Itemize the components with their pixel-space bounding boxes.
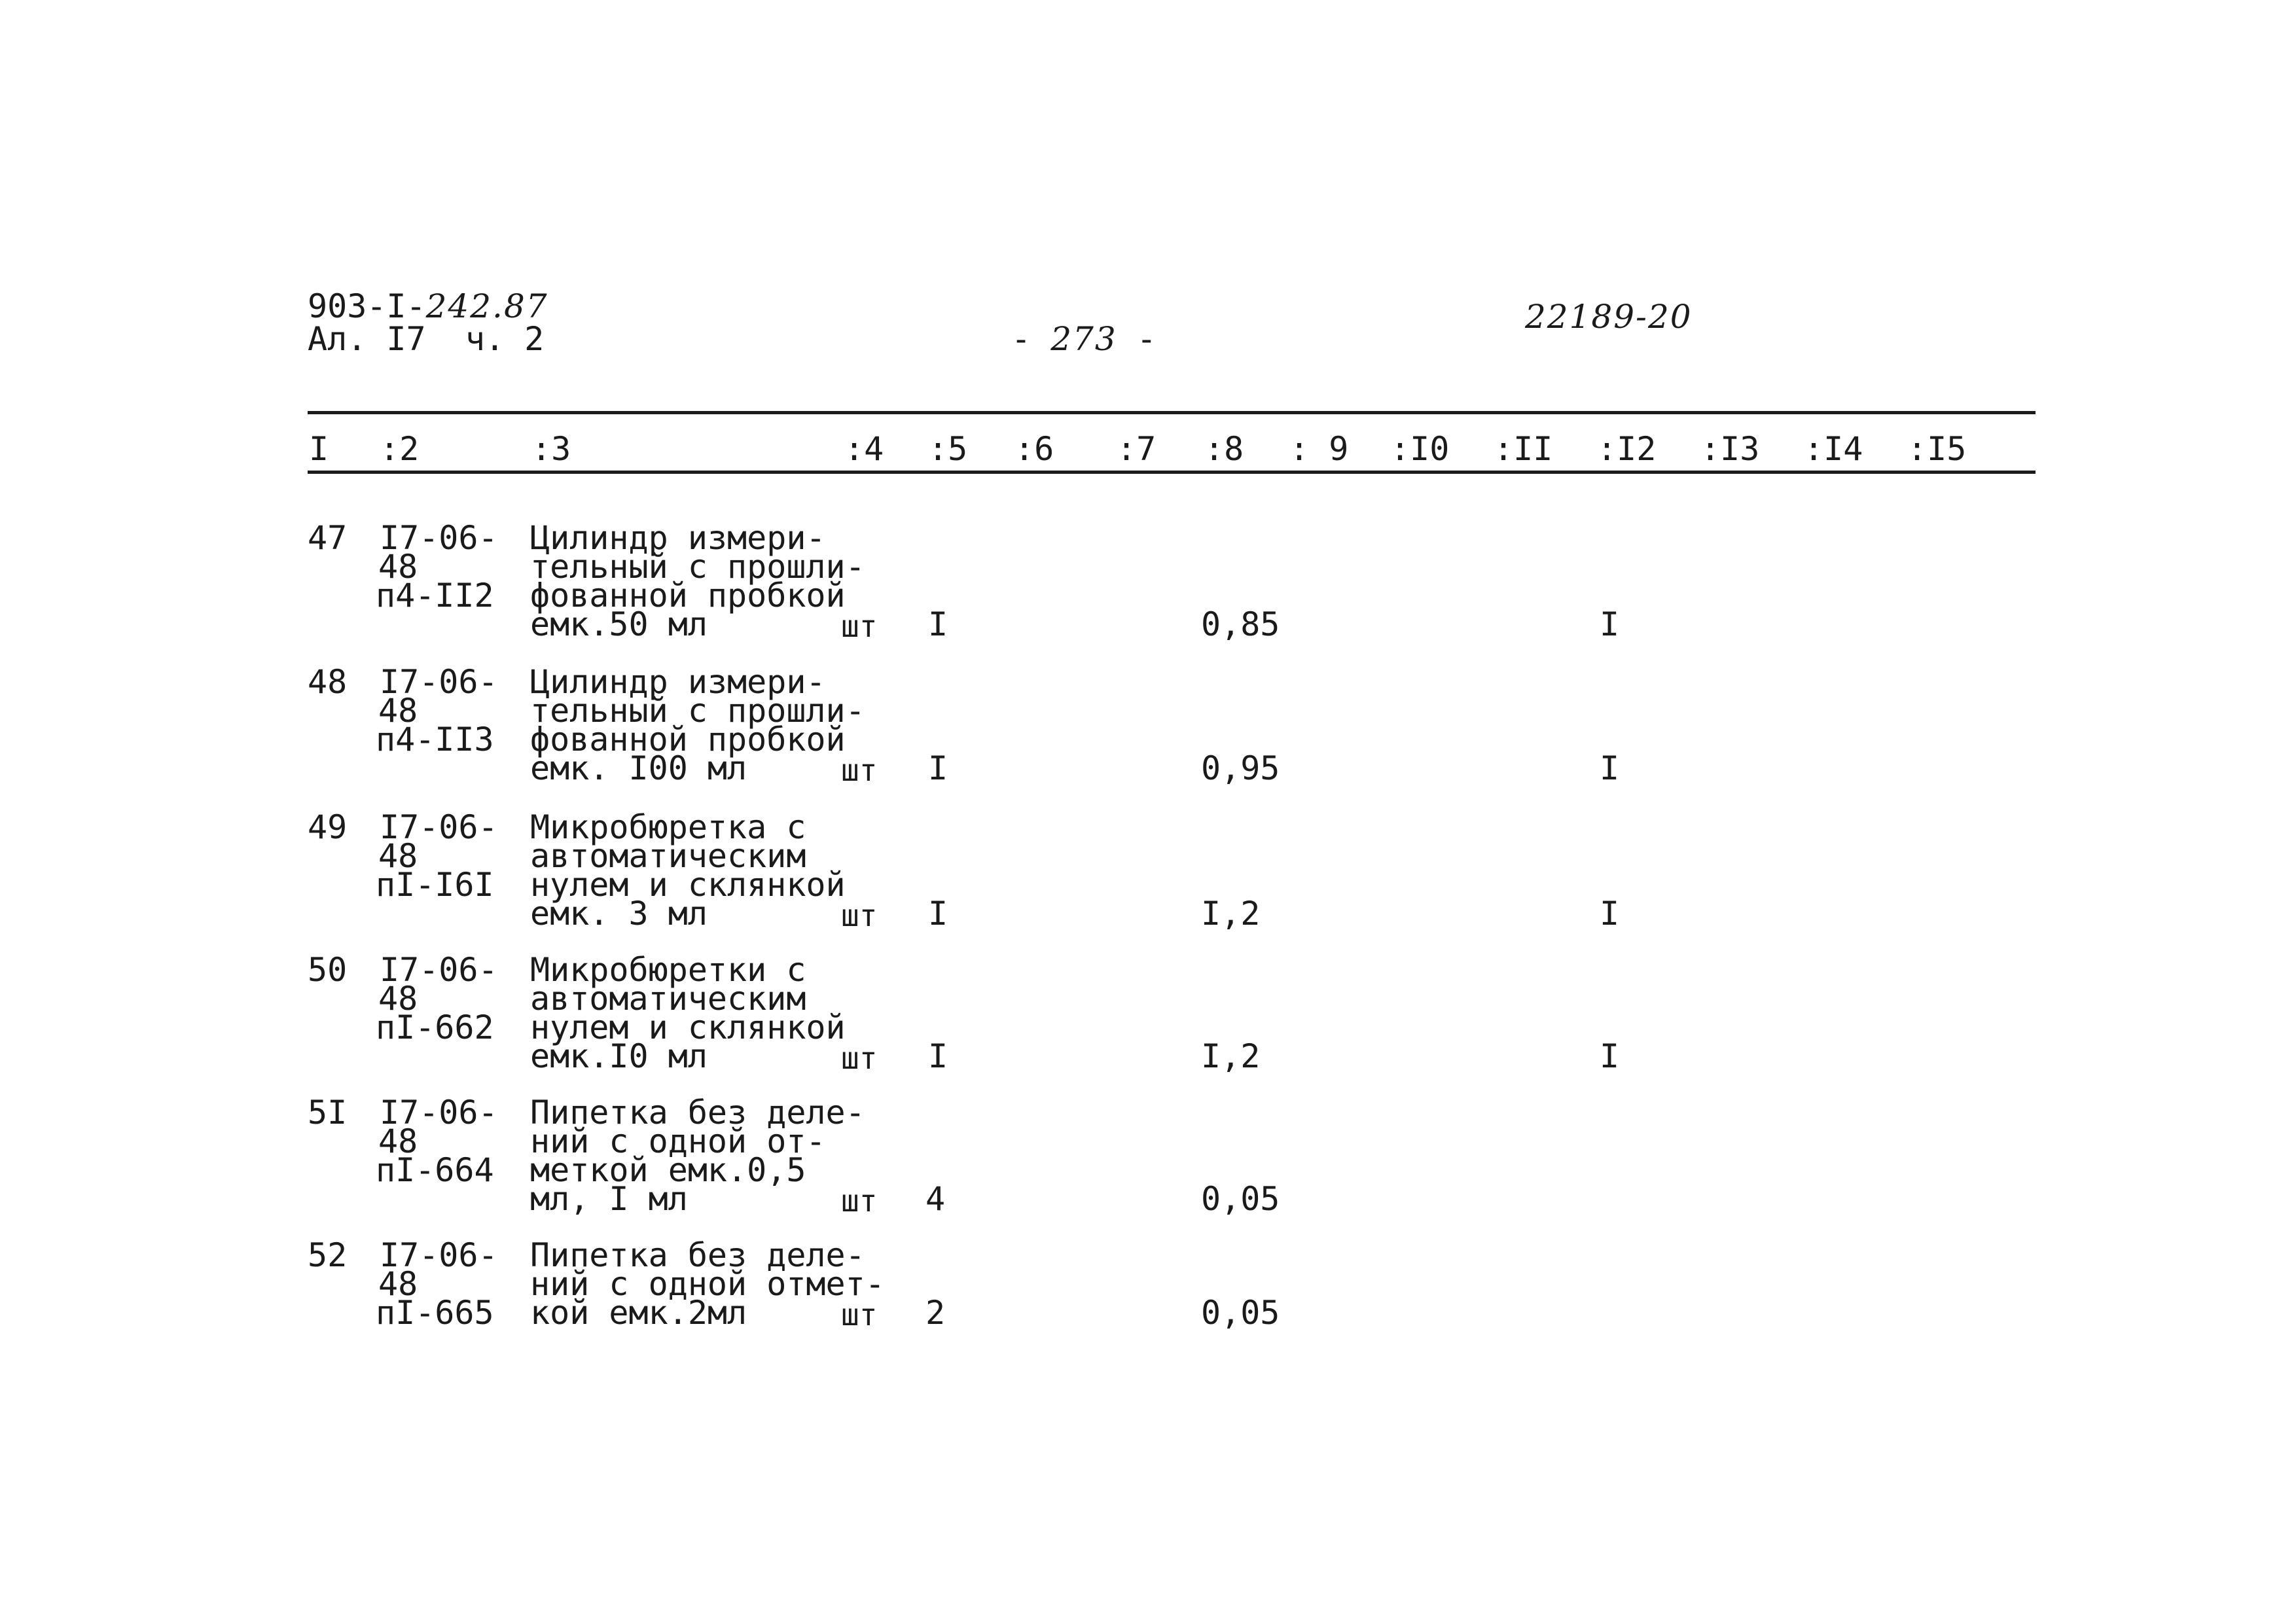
item-code-line: 48 xyxy=(378,837,418,875)
description-line: Цилиндр измери- xyxy=(530,519,826,557)
item-code-line: 48 xyxy=(378,548,418,586)
description-line: мл, I мл xyxy=(530,1180,688,1218)
quantity: 2 xyxy=(925,1294,946,1332)
item-code-line: I7-06- xyxy=(380,1236,498,1274)
description-line: автоматическим xyxy=(530,980,806,1018)
item-code-line: пI-665 xyxy=(376,1294,494,1332)
unit: шт xyxy=(841,1041,878,1076)
column-header: :I3 xyxy=(1700,430,1760,468)
item-code-line: п4-II3 xyxy=(376,721,494,758)
item-code-line: п4-II2 xyxy=(376,577,494,615)
description-line: тельный с прошли- xyxy=(530,548,865,586)
column-header: :6 xyxy=(1014,430,1054,468)
row-number: 48 xyxy=(308,663,348,701)
description-line: нулем и склянкой xyxy=(530,1008,846,1046)
quantity: I xyxy=(928,895,948,933)
description-line: нулем и склянкой xyxy=(530,866,846,904)
column-12-value: I xyxy=(1600,749,1620,787)
description-line: фованной пробкой xyxy=(530,721,846,758)
table-header-rule xyxy=(308,471,2036,474)
unit: шт xyxy=(841,609,878,644)
description-line: Микробюретка с xyxy=(530,808,806,846)
description-line: Пипетка без деле- xyxy=(530,1094,865,1132)
item-code-line: I7-06- xyxy=(380,519,498,557)
column-header: :3 xyxy=(531,430,571,468)
item-code-line: I7-06- xyxy=(380,1094,498,1132)
column-8-value: I,2 xyxy=(1201,1037,1261,1075)
quantity: I xyxy=(928,1037,948,1075)
column-8-value: 0,95 xyxy=(1201,749,1280,787)
quantity: 4 xyxy=(925,1180,946,1218)
page-number-handwritten: 273 xyxy=(1050,320,1117,358)
column-header: :I2 xyxy=(1597,430,1657,468)
quantity: I xyxy=(928,749,948,787)
item-code-line: I7-06- xyxy=(380,951,498,989)
column-header: : 9 xyxy=(1289,430,1349,468)
item-code-line: пI-662 xyxy=(376,1008,494,1046)
column-8-value: I,2 xyxy=(1201,895,1261,933)
document-code-prefix: 903-I- xyxy=(308,287,426,325)
column-header: I xyxy=(309,430,329,468)
description-line: кой емк.2мл xyxy=(530,1294,747,1332)
column-header: :4 xyxy=(844,430,884,468)
row-number: 50 xyxy=(308,951,348,989)
item-code-line: 48 xyxy=(378,692,418,730)
column-12-value: I xyxy=(1600,605,1620,643)
item-code-line: I7-06- xyxy=(380,808,498,846)
description-line: автоматическим xyxy=(530,837,806,875)
row-number: 5I xyxy=(308,1094,348,1132)
unit: шт xyxy=(841,753,878,788)
document-code-handwritten: 242.87 xyxy=(425,287,548,325)
column-header: :II xyxy=(1494,430,1553,468)
column-header: :7 xyxy=(1117,430,1157,468)
column-12-value: I xyxy=(1600,895,1620,933)
album-part-label: Ал. I7 ч. 2 xyxy=(308,320,545,358)
item-code-line: пI-I6I xyxy=(376,866,494,904)
row-number: 52 xyxy=(308,1236,348,1274)
unit: шт xyxy=(841,1183,878,1219)
item-code-line: 48 xyxy=(378,1122,418,1160)
column-8-value: 0,05 xyxy=(1201,1294,1280,1332)
description-line: ний с одной от- xyxy=(530,1122,826,1160)
column-header: :8 xyxy=(1204,430,1244,468)
description-line: емк. I00 мл xyxy=(530,749,747,787)
column-12-value: I xyxy=(1600,1037,1620,1075)
description-line: емк.50 мл xyxy=(530,605,708,643)
column-8-value: 0,85 xyxy=(1201,605,1280,643)
unit: шт xyxy=(841,1297,878,1332)
description-line: Цилиндр измери- xyxy=(530,663,826,701)
row-number: 49 xyxy=(308,808,348,846)
table-top-rule xyxy=(308,411,2036,414)
description-line: емк.I0 мл xyxy=(530,1037,708,1075)
description-line: фованной пробкой xyxy=(530,577,846,615)
column-header: :5 xyxy=(928,430,968,468)
column-header: :I0 xyxy=(1390,430,1450,468)
item-code-line: 48 xyxy=(378,980,418,1018)
page-number: - 273 - xyxy=(1011,320,1157,358)
description-line: емк. 3 мл xyxy=(530,895,708,933)
description-line: меткой емк.0,5 xyxy=(530,1151,806,1189)
column-header: :I5 xyxy=(1907,430,1967,468)
column-header: :2 xyxy=(380,430,420,468)
description-line: Микробюретки с xyxy=(530,951,806,989)
row-number: 47 xyxy=(308,519,348,557)
unit: шт xyxy=(841,898,878,933)
description-line: ний с одной отмет- xyxy=(530,1265,885,1303)
archive-number: 22189-20 xyxy=(1525,298,1693,336)
column-header: :I4 xyxy=(1804,430,1863,468)
description-line: тельный с прошли- xyxy=(530,692,865,730)
document-code xyxy=(308,287,548,325)
item-code-line: пI-664 xyxy=(376,1151,494,1189)
description-line: Пипетка без деле- xyxy=(530,1236,865,1274)
item-code-line: I7-06- xyxy=(380,663,498,701)
column-8-value: 0,05 xyxy=(1201,1180,1280,1218)
item-code-line: 48 xyxy=(378,1265,418,1303)
quantity: I xyxy=(928,605,948,643)
